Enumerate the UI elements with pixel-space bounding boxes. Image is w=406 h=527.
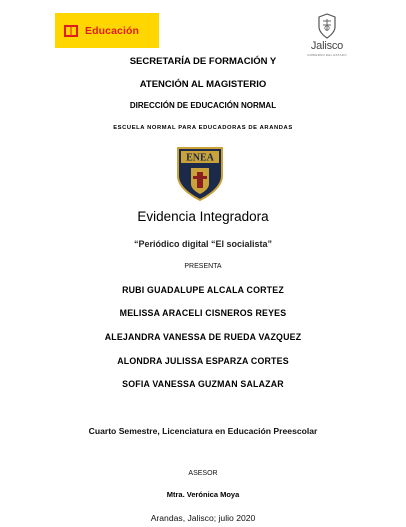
education-logo-text: Educación [85,24,139,37]
school-heading: ESCUELA NORMAL PARA EDUCADORAS DE ARANDAS [113,125,293,131]
author-name: ALEJANDRA VANESSA DE RUEDA VAZQUEZ [104,332,302,342]
presenta-label: PRESENTA [184,263,222,270]
direction-heading: DIRECCIÓN DE EDUCACIÓN NORMAL [129,101,277,110]
program-line: Cuarto Semestre, Licenciatura en Educación Preescolar [88,426,318,436]
place-date-footer: Arandas, Jalisco; julio 2020 [150,513,256,523]
school-crest [175,146,225,202]
institution-line-2: ATENCIÓN AL MAGISTERIO [139,79,267,90]
author-name: RUBI GUADALUPE ALCALA CORTEZ [122,285,284,295]
jalisco-logo-subtext: GOBIERNO DEL ESTADO [307,53,347,57]
document-subtitle: “Periódico digital “El socialista” [133,239,273,249]
institution-line-1: SECRETARÍA DE FORMACIÓN Y [129,56,277,67]
advisor-name: Mtra. Verónica Moya [166,490,240,499]
crest-text: ENEA [186,152,214,164]
author-name: ALONDRA JULISSA ESPARZA CORTES [117,356,289,366]
education-logo [55,13,159,48]
jalisco-emblem-icon [315,13,339,39]
author-name: MELISSA ARACELI CISNEROS REYES [119,308,287,318]
jalisco-logo-text: Jalisco [310,40,344,52]
advisor-label: ASESOR [188,470,218,477]
author-name: SOFIA VANESSA GUZMAN SALAZAR [122,379,284,389]
document-title: Evidencia Integradora [137,209,269,224]
book-icon [63,23,79,39]
